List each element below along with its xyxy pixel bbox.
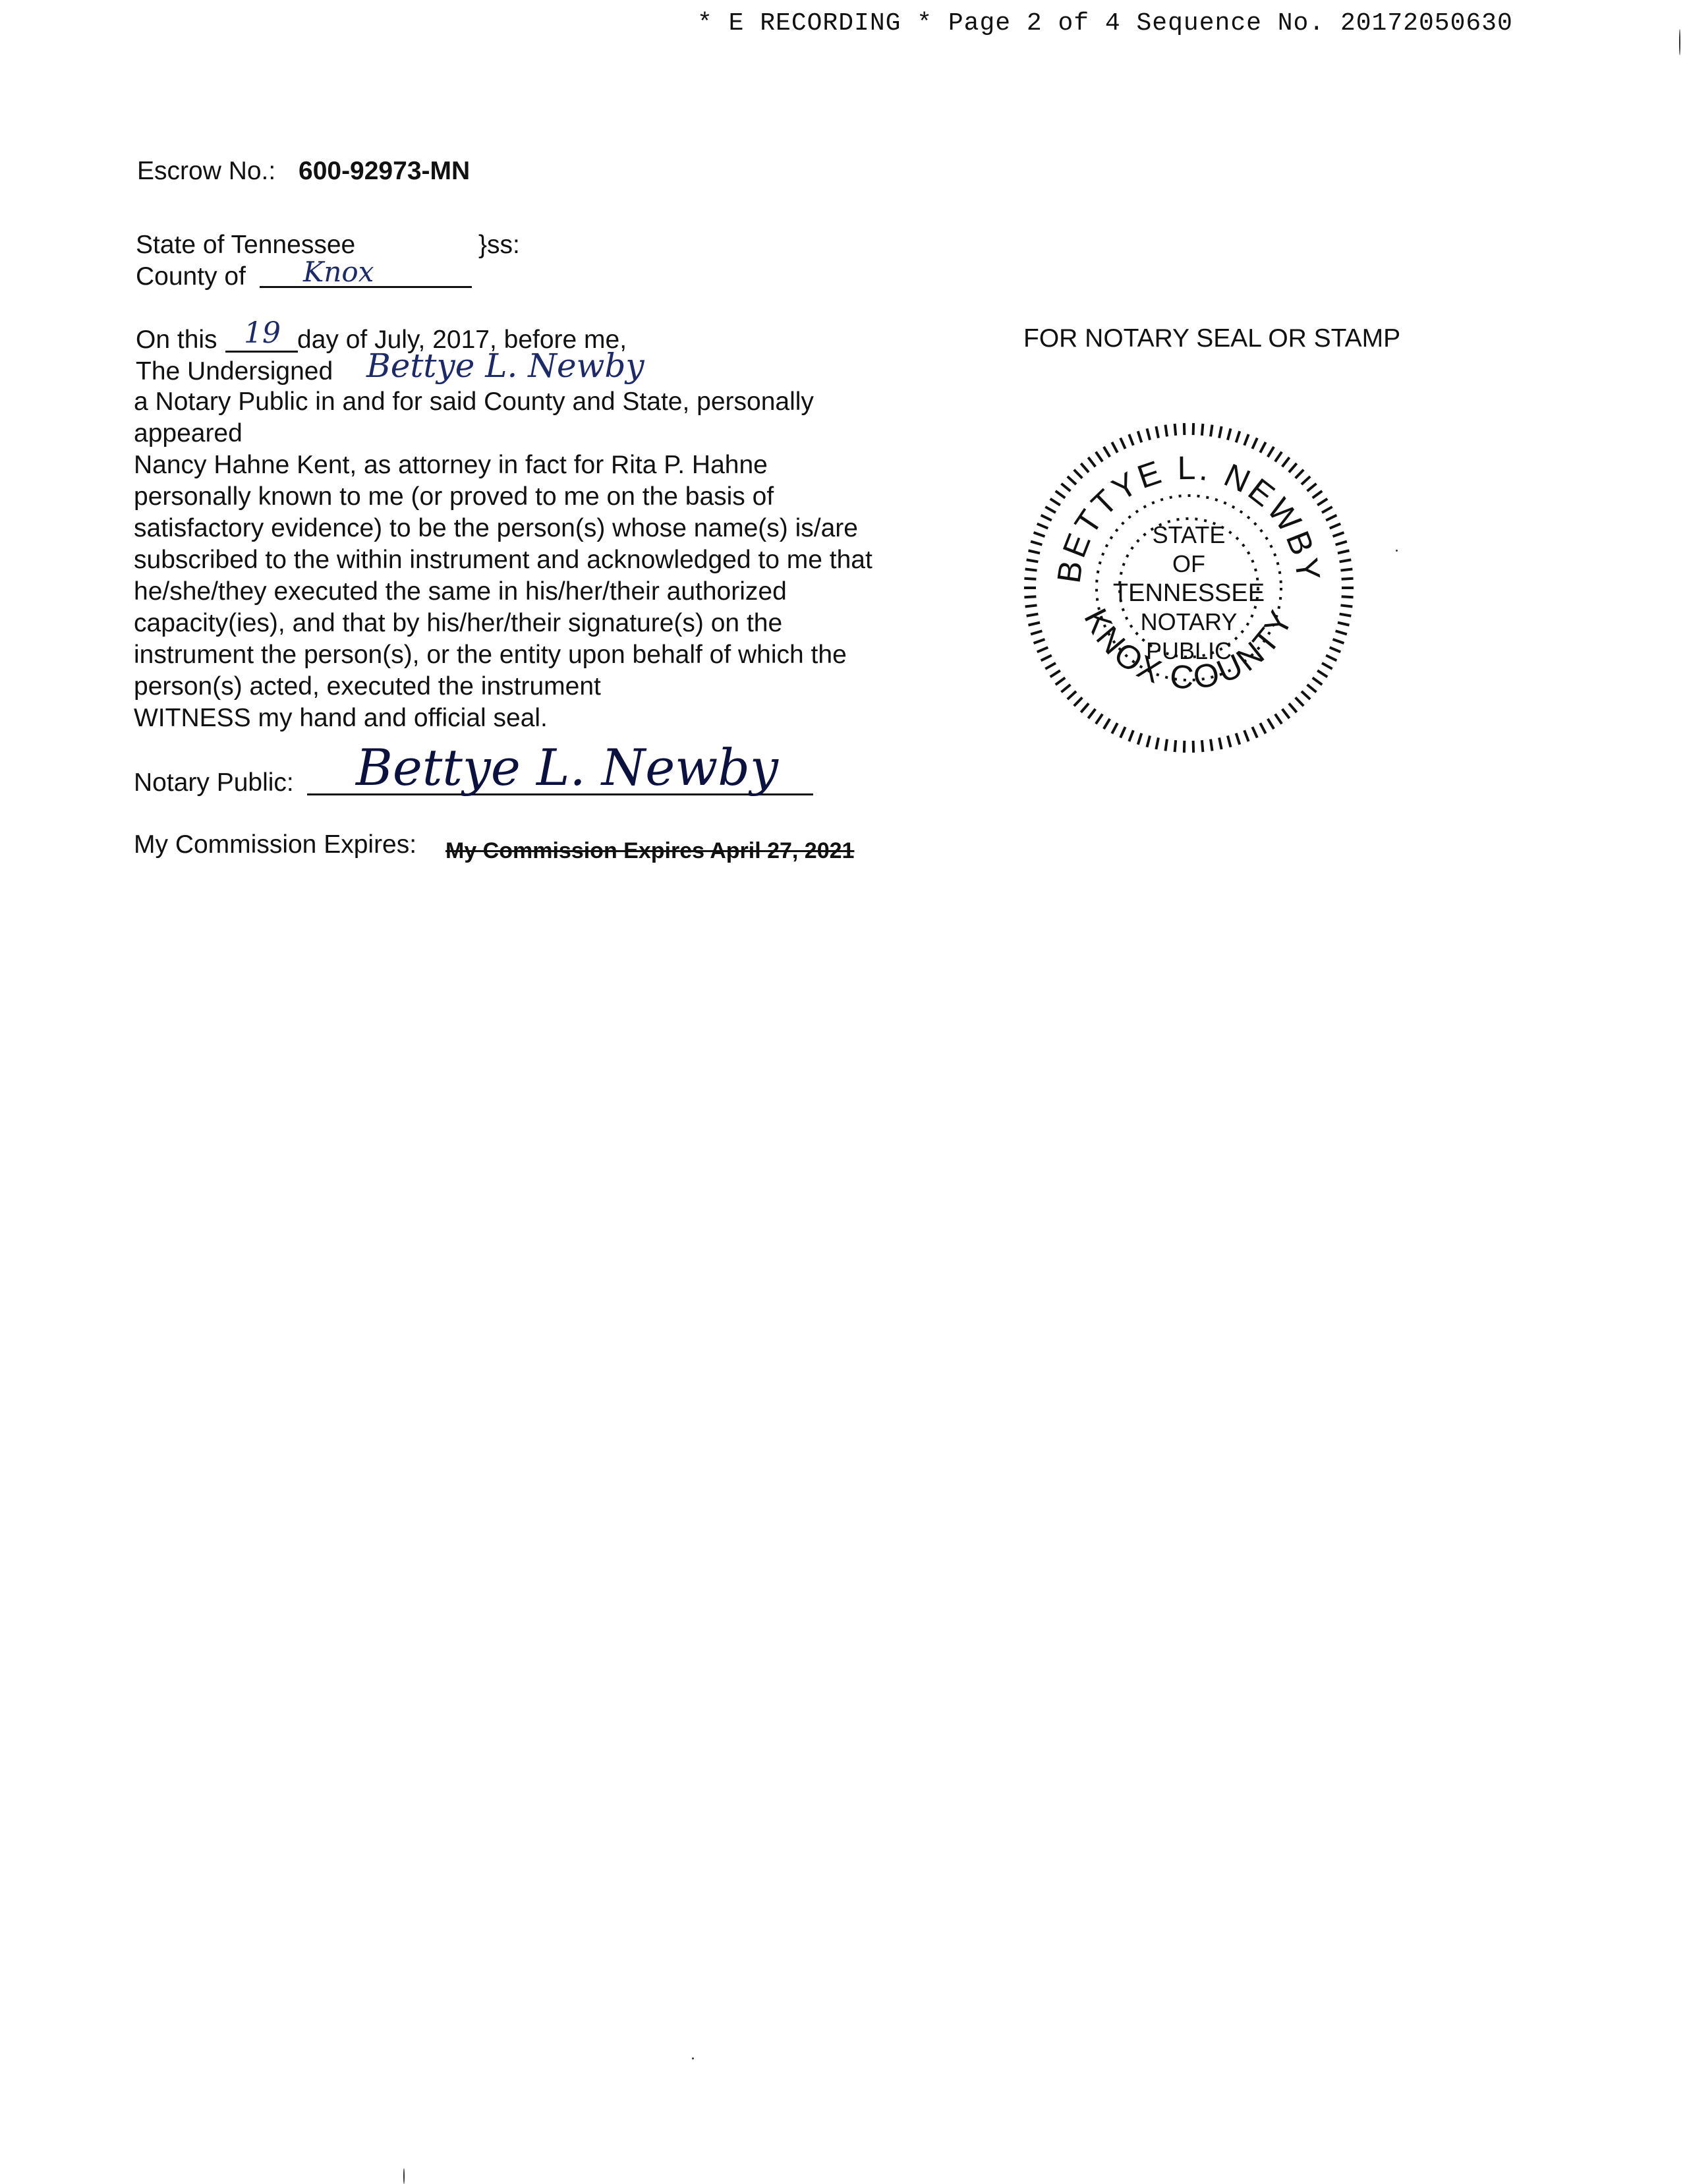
- seal-tick: [1275, 714, 1282, 724]
- seal-tick: [1236, 431, 1240, 442]
- seal-tick: [1313, 677, 1323, 685]
- seal-tick: [1025, 569, 1037, 571]
- undersigned-handwritten: Bettye L. Newby: [366, 347, 644, 385]
- seal-bottom-arc: KNOX COUNTY: [1077, 602, 1301, 697]
- seal-tick: [1340, 569, 1352, 571]
- seal-tick: [1088, 457, 1095, 467]
- ack-line: person(s) acted, executed the instrument: [134, 672, 601, 701]
- ack-line: a Notary Public in and for said County and State, personally: [134, 388, 814, 416]
- seal-tick: [1260, 442, 1265, 453]
- seal-tick: [1165, 425, 1167, 437]
- seal-tick: [1244, 434, 1249, 445]
- seal-tick: [1096, 452, 1102, 462]
- seal-tick: [1313, 491, 1323, 498]
- ack-line: instrument the person(s), or the entity upon behalf of which the: [134, 641, 847, 669]
- ack-line: satisfactory evidence) to be the person(s) whose name(s) is/are: [134, 514, 858, 542]
- seal-tick: [1202, 740, 1203, 752]
- scan-speck: [692, 2057, 694, 2059]
- seal-inner-public: PUBLIC: [1145, 637, 1232, 664]
- seal-top-arc: BETTYE L. NEWBY: [1050, 449, 1328, 586]
- seal-tick: [1336, 631, 1347, 634]
- ack-line: WITNESS my hand and official seal.: [134, 704, 548, 732]
- seal-tick: [1184, 741, 1185, 753]
- ack-undersigned: The Undersigned: [136, 357, 333, 386]
- seal-tick: [1028, 623, 1040, 625]
- ack-line: appeared: [134, 419, 243, 447]
- seal-tick: [1138, 733, 1142, 745]
- seal-tick: [1096, 714, 1102, 724]
- ack-on-this: On this: [136, 326, 217, 354]
- seal-tick: [1202, 424, 1203, 436]
- seal-inner-of: OF: [1172, 550, 1205, 577]
- seal-inner-state: STATE: [1152, 521, 1226, 548]
- seal-tick: [1056, 491, 1066, 498]
- seal-tick: [1336, 542, 1347, 545]
- seal-tick: [1120, 438, 1125, 449]
- seal-tick: [1050, 499, 1060, 505]
- recording-header: * E RECORDING * Page 2 of 4 Sequence No. 20172050630: [697, 9, 1513, 38]
- seal-tick: [1333, 532, 1344, 536]
- seal-tick: [1061, 484, 1070, 491]
- seal-tick: [1228, 428, 1231, 440]
- seal-tick: [1031, 542, 1042, 545]
- ack-line: capacity(ies), and that by his/her/their signature(s) on the: [134, 609, 783, 637]
- seal-tick: [1236, 733, 1240, 745]
- seal-tick: [1219, 737, 1222, 749]
- seal-tick: [1333, 639, 1344, 643]
- seal-tick: [1296, 470, 1304, 478]
- commission-label: My Commission Expires:: [134, 830, 417, 859]
- notary-public-label: Notary Public:: [134, 768, 294, 797]
- seal-tick: [1268, 447, 1274, 457]
- seal-tick: [1068, 691, 1076, 699]
- seal-tick: [1211, 425, 1213, 437]
- notary-seal: [1017, 417, 1360, 759]
- ack-day-of: day of July, 2017, before me,: [297, 326, 627, 354]
- seal-tick: [1326, 515, 1336, 521]
- seal-tick: [1252, 727, 1257, 737]
- seal-tick: [1045, 663, 1056, 669]
- seal-tick: [1088, 709, 1095, 718]
- seal-tick: [1193, 423, 1194, 435]
- seal-tick: [1175, 424, 1176, 436]
- seal-tick: [1193, 741, 1194, 753]
- seal-tick: [1041, 515, 1052, 521]
- seal-caption: FOR NOTARY SEAL OR STAMP: [1023, 324, 1401, 353]
- seal-tick: [1282, 709, 1290, 718]
- seal-tick: [1275, 452, 1282, 462]
- seal-tick: [1034, 532, 1045, 536]
- seal-tick: [1129, 434, 1133, 445]
- seal-tick: [1228, 735, 1231, 747]
- seal-tick: [1326, 655, 1336, 660]
- seal-tick: [1120, 727, 1125, 737]
- seal-tick: [1175, 740, 1176, 752]
- venue-state: State of Tennessee: [136, 231, 356, 259]
- seal-tick: [1301, 476, 1310, 484]
- seal-tick: [1147, 428, 1150, 440]
- seal-tick: [1104, 719, 1110, 729]
- seal-tick: [1340, 605, 1352, 606]
- seal-tick: [1330, 524, 1341, 529]
- seal-tick: [1037, 647, 1048, 652]
- seal-tick: [1050, 670, 1060, 677]
- seal-tick: [1317, 499, 1327, 505]
- seal-tick: [1322, 507, 1332, 513]
- seal-tick: [1301, 691, 1310, 699]
- ack-line: Nancy Hahne Kent, as attorney in fact for Rita P. Hahne: [134, 451, 768, 479]
- seal-tick: [1338, 550, 1350, 553]
- escrow-number: 600-92973-MN: [299, 157, 471, 185]
- seal-tick: [1074, 470, 1083, 478]
- ack-line: he/she/they executed the same in his/her/their authorized: [134, 577, 787, 606]
- seal-tick: [1024, 596, 1036, 597]
- seal-tick: [1081, 463, 1089, 473]
- seal-tick: [1025, 605, 1037, 606]
- seal-tick: [1307, 484, 1317, 491]
- seal-tick: [1147, 735, 1150, 747]
- seal-tick: [1260, 723, 1265, 733]
- seal-tick: [1138, 431, 1142, 442]
- seal-tick: [1342, 596, 1354, 597]
- seal-tick: [1068, 476, 1076, 484]
- seal-tick: [1282, 457, 1290, 467]
- day-underline: [225, 351, 298, 353]
- seal-tick: [1034, 639, 1045, 643]
- seal-tick: [1028, 550, 1040, 553]
- seal-tick: [1081, 703, 1089, 712]
- seal-tick: [1268, 719, 1274, 729]
- seal-inner-notary: NOTARY: [1140, 608, 1238, 635]
- ack-line: personally known to me (or proved to me on the basis of: [134, 482, 774, 511]
- seal-tick: [1289, 463, 1297, 473]
- seal-tick: [1322, 663, 1332, 669]
- seal-tick: [1340, 614, 1352, 616]
- seal-tick: [1296, 697, 1304, 706]
- seal-tick: [1061, 685, 1070, 692]
- seal-tick: [1289, 703, 1297, 712]
- seal-tick: [1211, 739, 1213, 751]
- scan-speck: [1396, 550, 1398, 552]
- county-handwritten: Knox: [303, 256, 374, 288]
- venue-county-label: County of: [136, 262, 246, 291]
- seal-tick: [1056, 677, 1066, 685]
- commission-stamp: My Commission Expires April 27, 2021: [445, 838, 855, 863]
- seal-tick: [1307, 685, 1317, 692]
- ack-line: subscribed to the within instrument and acknowledged to me that: [134, 546, 872, 574]
- notary-signature: Bettye L. Newby: [356, 738, 778, 797]
- seal-tick: [1045, 507, 1056, 513]
- scan-speck: [403, 2168, 405, 2184]
- seal-tick: [1027, 560, 1039, 561]
- seal-tick: [1074, 697, 1083, 706]
- seal-tick: [1219, 426, 1222, 438]
- seal-tick: [1031, 631, 1042, 634]
- seal-tick: [1165, 739, 1167, 751]
- escrow-label: Escrow No.:: [137, 157, 276, 185]
- day-handwritten: 19: [244, 316, 281, 350]
- seal-tick: [1156, 426, 1158, 438]
- seal-tick: [1112, 442, 1117, 453]
- seal-tick: [1027, 614, 1039, 616]
- seal-tick: [1252, 438, 1257, 449]
- seal-tick: [1338, 623, 1350, 625]
- seal-inner-tennessee: TENNESSEE: [1112, 579, 1265, 607]
- seal-tick: [1104, 447, 1110, 457]
- seal-tick: [1340, 560, 1352, 561]
- seal-tick: [1037, 524, 1048, 529]
- seal-tick: [1244, 730, 1249, 741]
- scan-speck: [1679, 29, 1680, 55]
- seal-tick: [1041, 655, 1052, 660]
- seal-tick: [1184, 423, 1185, 435]
- seal-tick: [1129, 730, 1133, 741]
- venue-ss: }ss:: [478, 231, 520, 259]
- seal-tick: [1317, 670, 1327, 677]
- seal-tick: [1330, 647, 1341, 652]
- seal-tick: [1156, 737, 1158, 749]
- seal-tick: [1112, 723, 1117, 733]
